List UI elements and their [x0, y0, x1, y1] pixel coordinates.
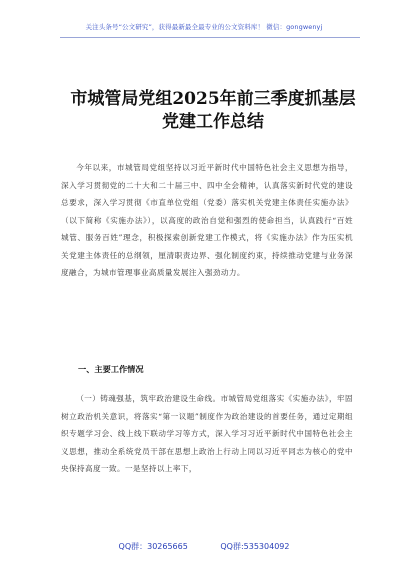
section1-paragraph: （一）铸魂强基，筑牢政治建设生命线。市城管局党组落实《实施办法》，牢固树立政治机关意识，将落实“第一议题”制度作为政治建设的首要任务，通过定期组织专题学习会、线上线下联动学习等方式，深入学习习近平新时代中国特色社会主义思想，推动全系统党员干部在思想上政治上行动上同以习近平同志为核心的党中央保持高度一致。一是坚持以上率下， — [61, 394, 353, 474]
section-heading: 一、主要工作情况 — [78, 364, 144, 374]
intro-section — [61, 159, 353, 282]
footer — [0, 541, 408, 552]
section1-body — [61, 390, 353, 478]
footer-qq-group-2: QQ群:535304092 — [220, 542, 290, 551]
footer-qq-group-1: QQ群：30265665 — [118, 542, 188, 551]
document-title: 市城管局党组2025年前三季度抓基层党建工作总结 — [70, 89, 356, 132]
intro-paragraph: 今年以来，市城管局党组坚持以习近平新时代中国特色社会主义思想为指导，深入学习贯彻党的二十大和二十届三中、四中全会精神，认真落实新时代党的建设总要求，深入学习贯彻《市直单位党组（党委）落实机关党建主体责任实施办法》（以下简称《实施办法》），以高度的政治自觉和强烈的使命担当，认真践行“百姓城管、服务百姓”理念，积极探索创新党建工作模式，将《实施办法》作为压实机关党建主体责任的总纲领，厘清职责边界、强化制度约束，持续推动党建与业务深度融合，为城市管理事业高质量发展注入强劲动力。 — [61, 163, 353, 278]
header-divider — [60, 37, 360, 38]
header-banner: 关注头条号“公文研究”，获得最新最全最专业的公文资料库！ 微信：gongwenyj — [85, 23, 323, 31]
